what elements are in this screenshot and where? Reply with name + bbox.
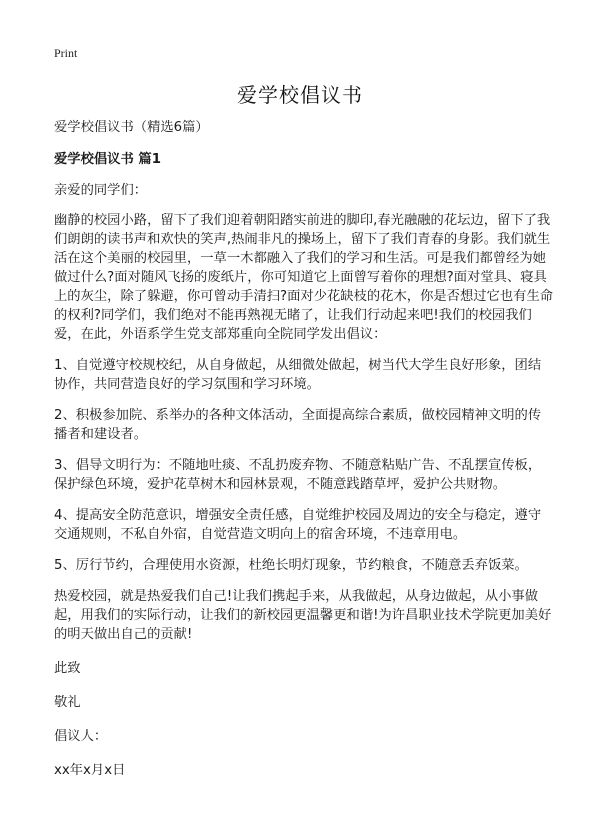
document-date: xx年x月x日 (54, 763, 126, 778)
signature-label: 倡议人： (54, 729, 108, 744)
document-subtitle: 爱学校倡议书（精选6篇） (54, 120, 209, 135)
closing-salutation: 此致 (54, 661, 81, 676)
section-heading: 爱学校倡议书 篇1 (54, 152, 161, 167)
greeting: 亲爱的同学们： (54, 183, 148, 198)
proposal-item: 5、厉行节约，合理使用水资源，杜绝长明灯现象，节约粮食，不随意丢弃饭菜。 (54, 558, 528, 573)
conclusion-paragraph: 热爱校园，就是热爱我们自己!让我们携起手来，从我做起，从身边做起，从小事做起，用我们的实际行动，让我们的新校园更温馨更和谐!为许昌职业技术学院更加美好的明天做出自己的贡献! (54, 589, 552, 642)
document-body (54, 118, 554, 795)
proposal-item: 2、积极参加院、系举办的各种文体活动，全面提高综合素质，做校园精神文明的传播者和建设者。 (54, 408, 542, 442)
proposal-item: 1、自觉遵守校规校纪，从自身做起，从细微处做起，树当代大学生良好形象，团结协作，共同营造良好的学习氛围和学习环境。 (54, 358, 542, 392)
document-title: 爱学校倡议书 (237, 83, 363, 107)
closing-regards: 敬礼 (54, 695, 81, 710)
intro-paragraph: 幽静的校园小路，留下了我们迎着朝阳踏实前进的脚印,春光融融的花坛边，留下了我们朗朗的读书声和欢快的笑声,热闹非凡的操场上，留下了我们青春的身影。我们就生活在这个美丽的校园里，一草一木都融入了我们的学习和生活。可是我们都曾经为她做过什么?面对随风飞扬的废纸片，你可知道它上面曾写着你的理想?面对堂具、寝具上的灰尘，除了躲避，你可曾动手清扫?面对少花缺枝的花木，你是否想过它也有生命的权利?同学们，我们绝对不能再熟视无睹了，让我们行动起来吧!我们的校园我们爱，在此，外语系学生党支部郑重向全院同学发出倡议： (54, 213, 554, 342)
print-link[interactable]: Print (54, 46, 78, 60)
proposal-item: 4、提高安全防范意识，增强安全责任感，自觉维护校园及周边的安全与稳定，遵守交通规则，不私自外宿，自觉营造文明向上的宿舍环境，不违章用电。 (54, 508, 542, 542)
proposal-item: 3、倡导文明行为：不随地吐痰、不乱扔废弃物、不随意粘贴广告、不乱摆宣传板，保护绿色环境，爱护花草树木和园林景观，不随意践踏草坪，爱护公共财物。 (54, 458, 542, 492)
